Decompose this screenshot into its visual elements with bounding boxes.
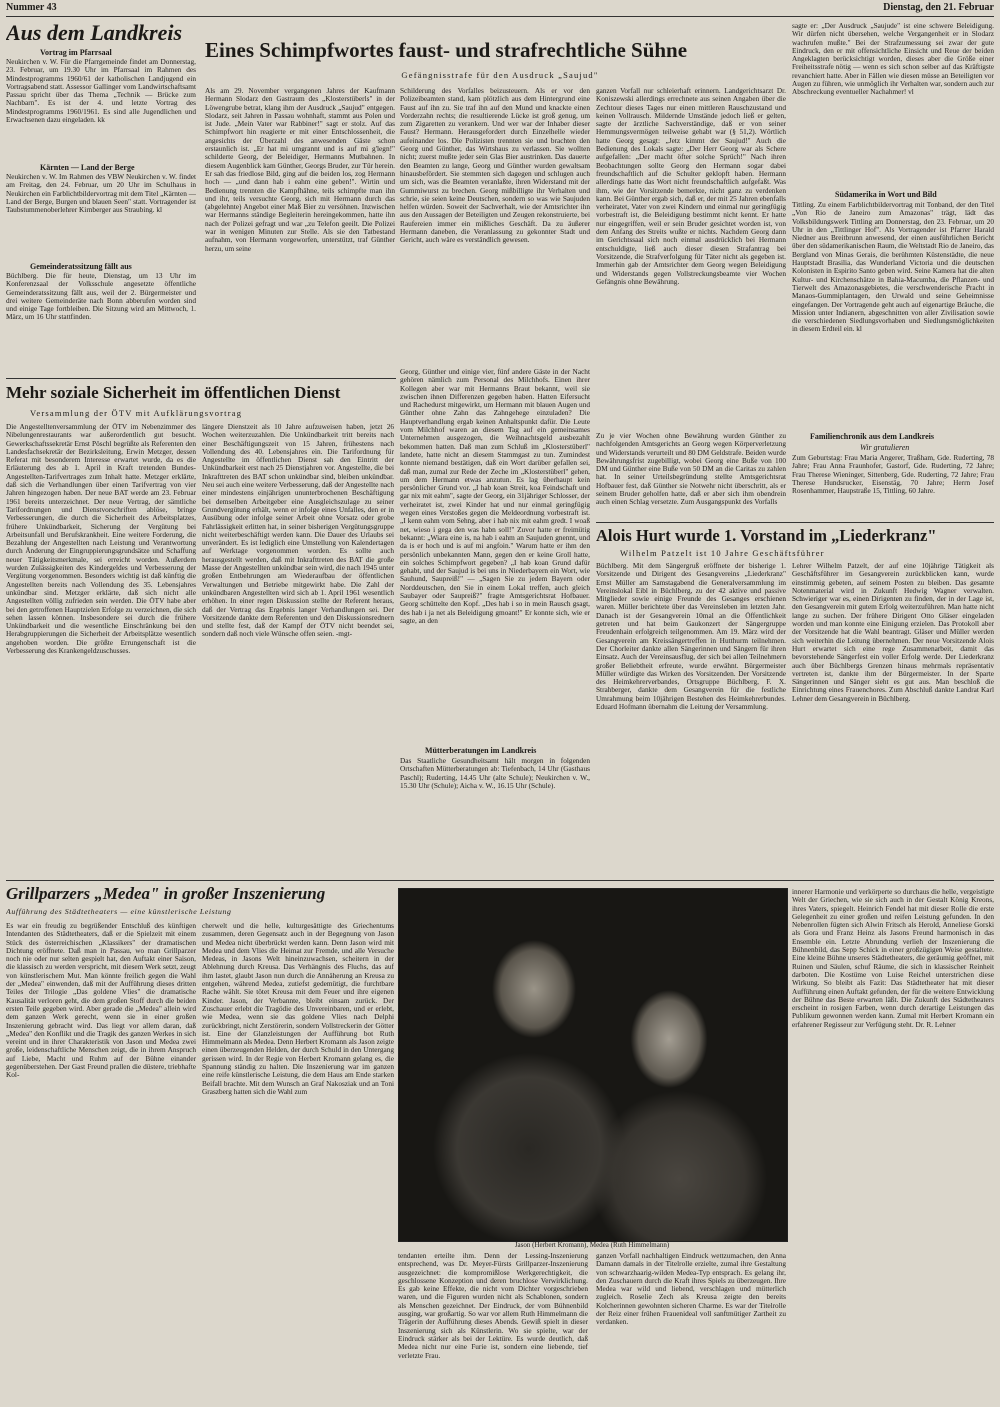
suedamerika-text: Tittling. Zu einem Farblichtbildervortrag mit Tonband, der den Titel „Von Rio de Janeiro zum Amazonas" trägt, lädt das Volksbildungswerk Tittling am Donnerstag, den 23. Februar, um 20 Uhr in den „Tittlinger Hof". Als Vortragender ist Pfarrer Harald Niedner aus Breitbrunn anwesend, der einen ausführlichen Bericht über den südamerikanischen Raum, die Weltstadt Rio de Janeiro, das Bergland von Minas Gerais, die berühmten Küstenstädte, die neue Hauptstadt Brasilia, das Wunderland Victoria und die deutschen Kolonisten in Espirito Santo geben wird. Seine Kamera hat die alten Kultur- und Kirchenschätze in Bahia-Macumba, die Pflanzen- und Tierwelt des Amazonasgebietes, die verschwenderische Pracht in Manaos-Gummiplantagen, den Urwald und seine Geheimnisse eingefangen. Der Vortragende geht auch auf eigenartige Bräuche, die Mission unter Indianern, abgeschnitten von aller Zivilisation sowie die verschiedenen Siedlungsvorhaben und Siedlungsmöglichkeiten in diesem Erdteil ein. kl: [792, 201, 994, 334]
issue-date: Dienstag, den 21. Februar: [883, 2, 994, 13]
medea-col5: innerer Harmonie und verkörperte so durchaus die helle, vergeistigte Welt der Griechen, wie sie sich auch in der Gestalt König Kreons, ihres Vaters, spiegelt. Heinrich Fendel hat mit dieser Rolle die erste Gelegenheit zu einer großen und reifen Leistung gefunden. In den Nebenrollen fügten sich Alwin Fritsch als Herold, Anneliese Gorski als Gora und Franz Heinz als Jasons Freund harmonisch in das Ensemble ein. Letzte Abrundung verlieh der Inszenierung die Bühnenbild, das Sepp Schick in einer großzügigen Weise gestaltete. Eine kleine Bühne unseres Städtetheaters, die geräumig geöffnet, mit Ruinen und Säulen, schuf Räume, die sich in klassischer Reinheit darboten. Die Kostüme von Luise Reichel unterstrichen diese Wirkung. So bleibt als Fazit: Das Städtetheater hat mit dieser Aufführung einen Auftakt gefunden, der für die weitere Entwicklung der Bühne das Beste erwarten läßt. Die Zukunft des Städtetheaters erscheint in rosigen Farben, wenn durch derartige Leistungen das Publikum gewonnen werden kann. Zumal mit Herbert Kromann ein erfahrener Regisseur zur Verfügung steht. Dr. R. Lehner: [792, 888, 994, 1029]
suedamerika-heading: Südamerika in Wort und Bild: [835, 190, 937, 199]
familienchronik-subheading: Wir gratulieren: [860, 443, 910, 452]
soziale-col2: längere Dienstzeit als 10 Jahre aufzuweisen haben, jetzt 26 Wochen weiterzuzahlen. Die Unkündbarkeit tritt bereits nach einer Beschäftigungszeit von 15 Jahren, frühestens nach Vollendung des 40. Lebensjahres ein. Die Tarifordnung für Angestellte im öffentlichen Dienst sah den Eintritt der Unkündbarkeit erst nach 25 Dienstjahren vor. Angestellte, die bei Inkrafttreten des BAT schon unkündbar sind, bleiben unkündbar. Neu sei auch eine weitere Verbesserung, daß der Angestellte nach einer mindestens einjährigen ununterbrochenen Beschäftigung bei demselben Arbeitgeber eine Ausgleichszulage zu seiner Grundvergütung erhält, wenn er infolge eines Unfalles, den er in Ausübung oder infolge seiner Arbeit ohne Vorsatz oder grobe Fahrlässigkeit erlitten hat, in seiner bisherigen Vergütungsgruppe nicht weiterbeschäftigt werden kann. Die Dauer des Urlaubs sei unverändert. Es ist lediglich eine Umstellung von Kalendertagen auf Werktage vorgenommen worden. Es sollte auch herausgestellt werden, daß mit Inkrafttreten des BAT die große Masse der Angestellten unkündbar sein wird, die nach 1945 unter großen Entbehrungen am Wiederaufbau der öffentlichen Verwaltungen und Betriebe mitgewirkt habe. Die Zahl der unkündbaren Angestellten wird sich ab 1. April 1961 wesentlich erhöhen. In einer regen Diskussion stellte der Referent heraus, daß der Vertrag das Ergebnis langer Verhandlungen sei. Der Vorsitzende dankte dem Referenten und den Diskussionsrednern und stellte fest, daß der Kampf der ÖTV nicht beendet sei, sondern daß noch viele Wünsche offen seien. -mgt-: [202, 423, 394, 639]
schimpfwort-col1: Als am 29. November vergangenen Jahres der Kaufmann Hermann Slodarz den Gastraum des „Klosterstüberls" in der Löwengrube betrat, klang ihm der Ausdruck „Saujud" entgegen. Slodarz, seit Jahren in Passau wohnhaft, stammt aus Polen und ist Jude. „Mein Vater war Rabbiner!" sagt er stolz. Auf das Schimpfwort hin reagierte er mit einer Entschlossenheit, die angesichts der Überzahl des anwesenden Gäste schon erstaunlich ist. „Er hat mi umgrannt und is auf mi g'legn!" schilderte Georg, der Beleidiger, Hermanns Mutbahnen. In diesem Augenblick kam Günther, Georgs Bruder, zur Tür herein. Er sah das friedlose Bild, ging auf die beiden los, zog Hermann hoch — „und dann hab i eahm eine geben!". Wirtin und Bedienung trennten die Kampfhähne, teils schimpfte man ihn und ihr, teils versuchte Georg, sich mit Hermann durch das (abgelehnte) Angebot einer Maß Bier zu versöhnen. Inzwischen war Hermanns ständige Begleiterin hereingekommen, hatte ihn nach der Polizei gefragt und war „zu Telefon geeilt. Die Polizei war in wenigen Minuten zur Stelle. Als sie den Tatbestand aufnahm, von Hermann vorgeworfen, unterstützt, traf Günther herzu, um seine: [205, 87, 395, 253]
page-header: [6, 0, 994, 17]
medea-col3: tendanten erteilte ihm. Denn der Lessing-Inszenierung entsprechend, was Dr. Meyer-Fürsts Grillparzer-Inszenierung ausgezeichnet: die kompromißlose Werkgerechtigkeit, die geschlossene Konzeption und deren bruchlose Verwirklichung. Es gab keine Effekte, die nicht vom Dichter vorgeschrieben waren, und die Figuren wurden nicht als Schablonen, sondern als Menschen gezeichnet. Der Eindruck, der vom Bühnenbild ausging, war großartig. So war vor allem Ruth Himmelmann die Trägerin der Aufführung dieses Abends. Gewiß spielt in dieser Inszenierung sich als Künstlerin. Wo sie spielte, war der Eindruck stärker als bei der Lektüre. Es wurde deutlich, daß Medea nicht nur eine Furie ist, sondern eine liebende, tief verletzte Frau.: [398, 1252, 588, 1360]
medea-stage-photo: [398, 888, 788, 1242]
schimpfwort-col4: sagte er: „Der Ausdruck „Saujude" ist eine schwere Beleidigung. Wir dürfen nicht übersehen, welche Vergangenheit er in Slodarz wachrufen mußte." Bei der Strafzumessung sei zwar der gute Eindruck, den er mit offensichtliche Einsicht und Reue der beiden Angeklagten berücksichtigt worden, dieses aber die Größe einer Freiheitsstrafe nötig — wenn es sich schon selber auf das Kräftigste revanchiert hatte. Aber in Fällen wie diesen müsse an Beteiligten vor Augen zu führen, wie unmöglich ihr Verhalten war, sondern auch zur Abschreckung eventueller Nachahmer! vl: [792, 22, 994, 97]
medea-col1: Es war ein freudig zu begrüßender Entschluß des künftigen Intendanten des Städtetheaters, daß er die Spielzeit mit einem Stück des österreichischen „Klassikers" der dramatischen Dichtung eröffnete. Daß man in Passau, wo man Grillparzer noch nie oder nur selten gespielt hat, den Auftakt einer Saison, die klassisch zu werden verspricht, mit diesem Werk setzt, zeugt von künstlerischem Mut. Man könnte freilich gegen die Wahl der „Medea" einwenden, daß mit der Aufführung dieses dritten Teiles der Trilogie „Das goldene Vlies" die dramatische Kausalität verloren geht, die dem großen Stoff durch die beiden ersten Teile gegeben wird. Aber gerade die „Medea" allein wird dem ganzen Werk gerecht, wenn sie in einer großen Inszenierung gebracht wird. Das liegt vor allem daran, daß „Medea" den Konflikt und die Tragik des ganzen Werkes in sich vereint und in ihrer Charakteristik von Jason und Medea zwei große, leidenschaftliche Menschen zeigt, die in ihrem Anspruch auf Liebe, Macht und Ruhm auf der Bühne einander gegenüberstehen. Der Gast Freund prallen die düstere, triebhafte Kol-: [6, 922, 196, 1080]
soziale-col1: Die Angestelltenversammlung der ÖTV im Nebenzimmer des Nibelungenrestaurants war außerordentlich gut besucht. Gewerkschaftssekretär Ernst Pöschl begrüßte als Referenten den Landesfachsekretär der Bezirksleitung, Erwin Metzger, dessen Referat mit besonderem Interesse erwartet wurde, da es die Erläuterung des ab 1. April in Kraft tretenden Bundes-Angestellten-Tarifvertrages zum Inhalt hatte. Metzger erklärte, daß sich die Verhandlungen über einen Tarifvertrag von vier Jahren hingezogen haben. Der neue BAT werde am 23. Februar 1961 bereits unterzeichnet. Der neue Vertrag, der sämtliche Tarifordnungen und Dienstvorschriften ablöse, bringe Verbesserungen, die durch die Sicherheit des Arbeitsplatzes, frühere Unkündbarkeit, Sicherung der Vergütung bei Arbeitsunfall und Berufskrankheit. Eine weitere Forderung, die Bezahlung der Angestellten nach Leistung und Verantwortung durch Änderung der Eingruppierungsgrundsätze und Schaffung neuer Tätigkeitsmerkmale, sei erreicht worden. Außerdem wurden Zulässigkeiten des Kindergeldes und Verbesserung der Vergütung vorgenommen. Besonders wichtig ist daß künftig die Angestellten bereits nach Vollendung des 35. Lebensjahres unkündbar sind. Metzger erklärte, daß sich nicht alle Angestellten völlig zufrieden sein werden. Die ÖTV habe aber bei den getroffenen Hauptzielen Erfolge zu verzeichnen, die sich sehen lassen können. Insbesondere sei durch die frühere Unkündbarkeit und die wesentliche Einschränkung bei den Herabgruppierungen die Sicherheit der Arbeitsplätze wesentlich angehoben worden. Die größte Errungenschaft ist die Verbesserung des Krankengeldzuschusses.: [6, 423, 196, 656]
schimpfwort-headline: Eines Schimpfwortes faust- und strafrechtliche Sühne: [205, 38, 688, 62]
medea-col4: ganzen Vorfall nachhaltigen Eindruck wettzumachen, den Anna Damann damals in der Titelrolle erzielte, zumal ihre Gestaltung von schwarzhaarig-wilden Medea-Typ entsprach. Es gelang ihr, den Zuschauern durch die Kraft ihres Spiels zu überzeugen. Ihre Medea war wild und liebend, verschlagen und mütterlich zugleich. Roselie Zech als Kreusa zeigte den bereits Kolcherinnen gewohnten sicheren Charme. Es war der Titelrolle der Reiz einer frühen Frauenideal voll sanftmütiger Zartheit zu verdanken.: [596, 1252, 786, 1327]
pfarrsaal-heading: Vortrag im Pfarrsaal: [40, 48, 112, 57]
schimpfwort-subheadline: Gefängnisstrafe für den Ausdruck „Saujud": [401, 70, 599, 80]
hurt-headline: Alois Hurt wurde 1. Vorstand im „Liederkranz": [596, 526, 937, 545]
hurt-subheadline: Wilhelm Patzelt ist 10 Jahre Geschäftsführer: [620, 548, 825, 558]
medea-subheadline: Aufführung des Städtetheaters — eine künstlerische Leistung: [6, 907, 232, 916]
kaernten-heading: Kärnten — Land der Berge: [40, 163, 135, 172]
gemeinderat-heading: Gemeinderatssitzung fällt aus: [30, 262, 132, 271]
schimpfwort-col5: Georg, Günther und einige vier, fünf andere Gäste in der Nacht gehören nämlich zum Personal des Milchhofs. Einen ihrer Kollegen aber war mit Hermanns Braut bekannt, weil sie zwischen ihnen Differenzen gegeben haben. Hatten Eifersucht und Rachedurst mitgewirkt, um Hermann mit blauen Augen und Günther ohne Zahn das Zahngehege einzuladen? Die Hauptverhandlung ergab keinen Anhaltspunkt dafür. Die Leute vom Milchhof waren an diesem Tag auf ein gemeinsames Unternehmen ausgezogen, die Weihnachtsgeld ausbezahlt bekommen hatten. Daß man zum Schluß im „Klosterstüberl" landete, hatte nicht an diesem Stammgast zu tun. Zumindest konnte niemand bestätigen, daß ein Wort darüber gefallen sei, daß man, zumal zur Rede der Zeche im „Klosterstüberl" gehen, um dem Hermann etwas anzutun. Es lag überhaupt kein persönlicher Grund vor. „I hab koan Streit, koa Feindschaft und gar nix mit eahm", sagte der Georg, ein 31jähriger Schlosser, der verheiratet ist, zwei Kinder hat und nur einmal geringfügig wegen eines Verstoßes gegen die Meldeordnung vorbestraft ist. „I kenn eahm vom Sehng, aber i hab nix mit eahm gredt. I woaß net, wieso i gega den was habn soll!" Zuvor hatte er freimütig bekannt: „Wiara eine is, na hab i eahm an Saujuden gnennt, und da is er hoch und is auf mi angfoin." Warum hatte er ihm den persönlich unbekannten Mann, gegen den er keine Groll hatte, ein solches Schimpfwort gegeben? „I hab koan Grund dafür gehabt, und der Saujud is bei uns in Niederbayern ein Wort, wie Sauhund, Saupreiß!" — „Sagen Sie zu jedem Bayern oder Norddeutschen, den Sie in einem Lokal treffen, auch gleich Saubayer oder Saupreiß?" fragte Amtsgerichtsrat Hofbauer. Georg schüttelte den Kopf. „Des hab i so in mein Rausch gsagt, des hab i ja net als Beleidigung gmoant!" Er konnte sich, wie er sagte, an den: [400, 368, 590, 625]
familienchronik-text: Zum Geburtstag: Frau Maria Angerer, Traßham, Gde. Ruderting, 78 Jahre; Frau Anna Fraunhofer, Gastorf, Gde. Ruderting, 72 Jahre; Frau Therese Wieninger, Sittenberg, Gde. Ruderting, 72 Jahre; Frau Therese Hundsrucker, Eisenstäg, 70 Jahre; Herrn Josef Rosenhammer, Haupstraße 15, Tittling, 60 Jahre.: [792, 454, 994, 496]
kaernten-text: Neukirchen v. W. Im Rahmen des VBW Neukirchen v. W. findet am Freitag, den 24. Februar, um 20 Uhr im Schulhaus in Neukirchen ein Farblichtbildervortrag mit dem Titel „Kärnten — Land der Berge, Burgen und blauen Seen" statt. Vortragender ist Taubstummenoberlehrer Kirnberger aus Straubing. kl: [6, 173, 196, 215]
muetterberatung-text: Das Staatliche Gesundheitsamt hält morgen in folgenden Ortschaften Mütterberatungen ab: Tiefenbach, 14 Uhr (Gasthaus Paschl); Ruderting, 14.45 Uhr (alte Schule); Neukirchen v. W., 15.30 Uhr (Schule); Aicha v. W., 16.15 Uhr (Schule).: [400, 757, 590, 790]
medea-col2: cherwelt und die helle, kulturgesättigte des Griechentums zusammen, deren Gegensatz auch in der Begegnung von Jason und Medea nicht überbrückt werden kann. Denn Jason wird mit Medea und dem Vlies die Heimat zur Fremde, und alle Versuche Medeas, in Jasons Welt hineinzuwachsen, scheitern in der Ablehnung durch Kreusa. Das Verhängnis des Fluchs, das auf ihm lastet, glaubt Jason nun durch die Annäherung an Kreusa zu entgehen, während Medea, zutiefst gedemütigt, die furchtbare Rache wählt. Sie tötet Kreusa mit dem Feuer und ihre eigenen Kinder. Jason, der Verbannte, bleibt einsam zurück. Der Zuschauer erlebt die Tragödie des Unvereinbaren, und er erlebt, wie Medea, wenn sie das goldene Vlies nach Delphi zurückbringt, nicht Zerstörerin, sondern Vollstreckerin der Götter ist. Eine der Glanzleistungen der Aufführung bot Ruth Himmelmann als Medea. Denn Herbert Kromann als Jason zeigte einen überzeugenden Helden, der durch Schuld in den Untergang gerissen wird. In der Regie von Herbert Kromann gelang es, die Spannung ständig zu halten. Die Inszenierung war im ganzen eine reife künstlerische Leistung, die dem Haus am Ende starken Beifall brachte. Mit dem Wunsch an Graf Nakosziak und an Toni Graszberg hatten sich die Wahl zum: [202, 922, 394, 1096]
divider: [6, 378, 396, 379]
soziale-subheadline: Versammlung der ÖTV mit Aufklärungsvortrag: [30, 408, 243, 418]
hurt-col1: Büchlberg. Mit dem Sängergruß eröffnete der bisherige 1. Vorsitzende und Dirigent des Gesangvereins „Liederkranz" Ernst Müller am Samstagabend die Generalversammlung im Vereinslokal Eibl in Büchlberg, zu der 42 aktive und passive Mitglieder sowie einige Freunde des Gesanges erschienen waren. Müller berichtete über das Vereinsleben im letzten Jahr. Danach ist der Gesangverein 10mal an die Öffentlichkeit getreten und hat beim Gaukonzert der Sängergruppe Freudenhain erfolgreich teilgenommen. Am 19. März wird der Gesangverein am Kreissängertreffen in Hutthurm teilnehmen. Der Chorleiter dankte allen Sängerinnen und Sängern für ihren Einsatz. Auch der Vereinsausflug, der sich bei allen Teilnehmern großer Beliebtheit erfreute, wurde erwähnt. Bürgermeister Müller würdigte das Wirken des Vorsitzenden. Der Vorsitzende des Heimkehrerverbandes, Ortsgruppe Büchlberg, F. X. Strahberger, dankte dem Gesangverein für die festliche Umrahmung beim 10jährigen Bestehen des Heimkehrerbundes. Eduard Hofmann übernahm die Leitung der Versammlung.: [596, 562, 786, 712]
pfarrsaal-text: Neukirchen v. W. Für die Pfarrgemeinde findet am Donnerstag, 23. Februar, um 19.30 Uhr im Pfarrsaal im Rahmen des Mindestprogramms 1960/61 der katholischen Landjugend ein Vortragsabend statt. Assessor Gallinger vom Landwirtschaftsamt Passau spricht über das Thema „Technik — Brücke zum Nachbarn". Es ist der 4. und letzte Vortrag des Mindestprogramms 1960/1961. Es sind alle Jugendlichen und Erwachsenen dazu eingeladen. kk: [6, 58, 196, 125]
schimpfwort-col2: Schilderung des Vorfalles beizusteuern. Als er vor den Polizeibeamten stand, kam plötzlich aus dem Hintergrund eine Faust auf ihn zu. Sie traf ihn auf den Mund und knackte einen Vorderzahn rechts; die resultierende Lücke ist groß genug, um zum Zigaretten zu verankern. Und wer war der Inhaber dieser Faust? Hermann. Herausgefordert durch Einzelhelle wieder aufeinander los. Die Polizisten trennten sie und brachten den Georg und Günther, das Wirtshaus zu verlassen. Sie wollten nicht; zuerst mußte jeder sein Glas Bier austrinken. Das dauerte den Beamten zu lange, Georg und Günther wurden gewaltsam hinausbefördert. Sie stemmten sich dagegen und schlugen auch um sich, was die Beamten veranlaßte, ihren Widerstand mit der Gummiwurst zu brechen. Georg mißbilligte ihr Verhalten und schrie, sie seien keine Deutschen, sondern so was wie Saujuden helfen würden. Soweit der Sachverhalt, wie der Amtsrichter ihn aus den Aussagen der Beteiligten und Zeugen rekonstruierte, bei Raufereien immer ein mißliches Geschäft. Da zu äußerer Hermann daneben, die Veranlassung zu gekonnter Stadt und Gericht, auch wäre es verständlich gewesen.: [400, 87, 590, 245]
divider: [6, 880, 994, 881]
photo-caption: Jason (Herbert Kromann), Medea (Ruth Himmelmann): [514, 1241, 670, 1249]
muetterberatung-heading: Mütterberatungen im Landkreis: [425, 746, 537, 755]
gemeinderat-text: Büchlberg. Die für heute, Dienstag, um 13 Uhr im Konferenzsaal der Volksschule angesetzte öffentliche Gemeinderatssitzung fällt aus, weil der 2. Bürgermeister und drei weitere Gemeinderäte nach Bonn abberufen worden sind und einige Tage fortbleiben. Die Sitzung wird am Mittwoch, 1. März, um 16 Uhr stattfinden.: [6, 272, 196, 322]
schimpfwort-col3: ganzen Vorfall nur schleierhaft erinnern. Landgerichtsarzt Dr. Koniszewski allerdings errechnete aus seinen Angaben über die Zechtour dieses Tages nur einen mittleren Rauschzustand und keinen Vollrausch. Mildernde Umstände jedoch ließ er gelten, sagte der ärztliche Sachverständige, daß er von seiner Hemmungsvermögen teilweise gehabt war (§ 51,2). Wörtlich hatte Georg gesagt: „Jetz kimmt der Saujud!" Auch die Bedienung des Lokals sagte: „Der Herr Georg war als Schere aufgefallen: „Der macht öfter solche Sprüch!" Nach ihren Beobachtungen sollte Georg den Hermann sogar dabei freundschaftlich auf die Schulter geklopft haben. Hermann allerdings hatte das Wort nicht freundschaftlich aufgefaßt. Was ihm, wie der Vorsitzende bemerkte, nicht ganz zu verdenken kann. Bei Günther ergab sich, daß er, der mit 25 Jahren ebenfalls verheiratet, Vater von zwei Kindern und einmal nur geringfügig vorbestraft ist, die Beleidigung bestimmt nicht kennt. Er hatte nur eingegriffen, weil er sein Bruder gesichtet worden ist, von dem Anfang des Streits wußte er nichts. Nachdem Georg dann im Gerichtssaal sich noch einmal ausdrücklich bei Hermann entschuldigte, ließ auch dieser diesen Strafantrag bei Vorsitzende, die Strafverfolgung für Täter nicht als gegeben ist. Immerhin gab der Amtsrichter dem Georg wegen Beleidigung und Widerstands gegen Vollstreckungsbeamte vier Wochen Gefängnis ohne Bewährung.: [596, 87, 786, 286]
section-masthead: Aus dem Landkreis: [6, 20, 183, 45]
medea-headline: Grillparzers „Medea" in großer Inszenierung: [6, 884, 326, 903]
schimpfwort-col6: Zu je vier Wochen ohne Bewährung wurden Günther zu nachfolgenden Amtsgerichts an Georg wegen Körperverletzung und Widerstands verurteilt und 80 DM Geldstrafe. Beiden wurde Bewährungsfrist zugebilligt, wobei Georg eine Buße von 100 DM und Günther eine Buße von 50 DM an die Caritas zu zahlen hat. In seiner Urteilsbegründung stellte Amtsgerichtsrat Hofbauer fest, daß Günther sie Notwehr nicht überschritt, als er seinem Bruder geholfen hatte, daß er aber sich ihm obendrein auch einen Schlag versetzte. Zum Ausgangspunkt des Vorfalls: [596, 432, 786, 507]
hurt-col2: Lehrer Wilhelm Patzelt, der auf eine 10jährige Tätigkeit als Geschäftsführer im Gesangverein zurückblicken kann, wurde einstimmig gebeten, auf seinem Posten zu bleiben. Das gesamte Notenmaterial wird in Zukunft Hedwig Wagner verwalten. Schwieriger war es, einen Dirigenten zu finden, der in der Lage ist, den Gesangverein mit gutem Erfolg weiterzuführen. Man hatte nicht lange zu suchen. Der frühere Dirigent Otto Gläser eingeladen worden und man konnte eine Einigung erzielen. Das Protokoll aber der Vorsitzende hat die Wahl beantragt. Gläser und Müller werden sich weiterhin die Leitung übernehmen. Der neue Vorsitzende Alois Hurt erwartet sich eine rege Zusammenarbeit, damit das bevorstehende Sängerfest ein voller Erfolg werde. Der Liederkranz auch über Büchlbergs Grenzen hinaus mehrmals repräsentativ vertreten ist, dankte ihm der Bürgermeister. In der Sparte Sängerinnen und Sänger sieht es gut aus. Man beschloß die Einrichtung eines Frauenchores. Zum Abschluß dankte Landrat Karl Lehner dem Gesangverein in Büchlberg.: [792, 562, 994, 703]
soziale-headline: Mehr soziale Sicherheit im öffentlichen Dienst: [6, 383, 341, 402]
issue-number: Nummer 43: [6, 2, 57, 13]
familienchronik-heading: Familienchronik aus dem Landkreis: [810, 432, 934, 441]
divider: [596, 522, 994, 523]
